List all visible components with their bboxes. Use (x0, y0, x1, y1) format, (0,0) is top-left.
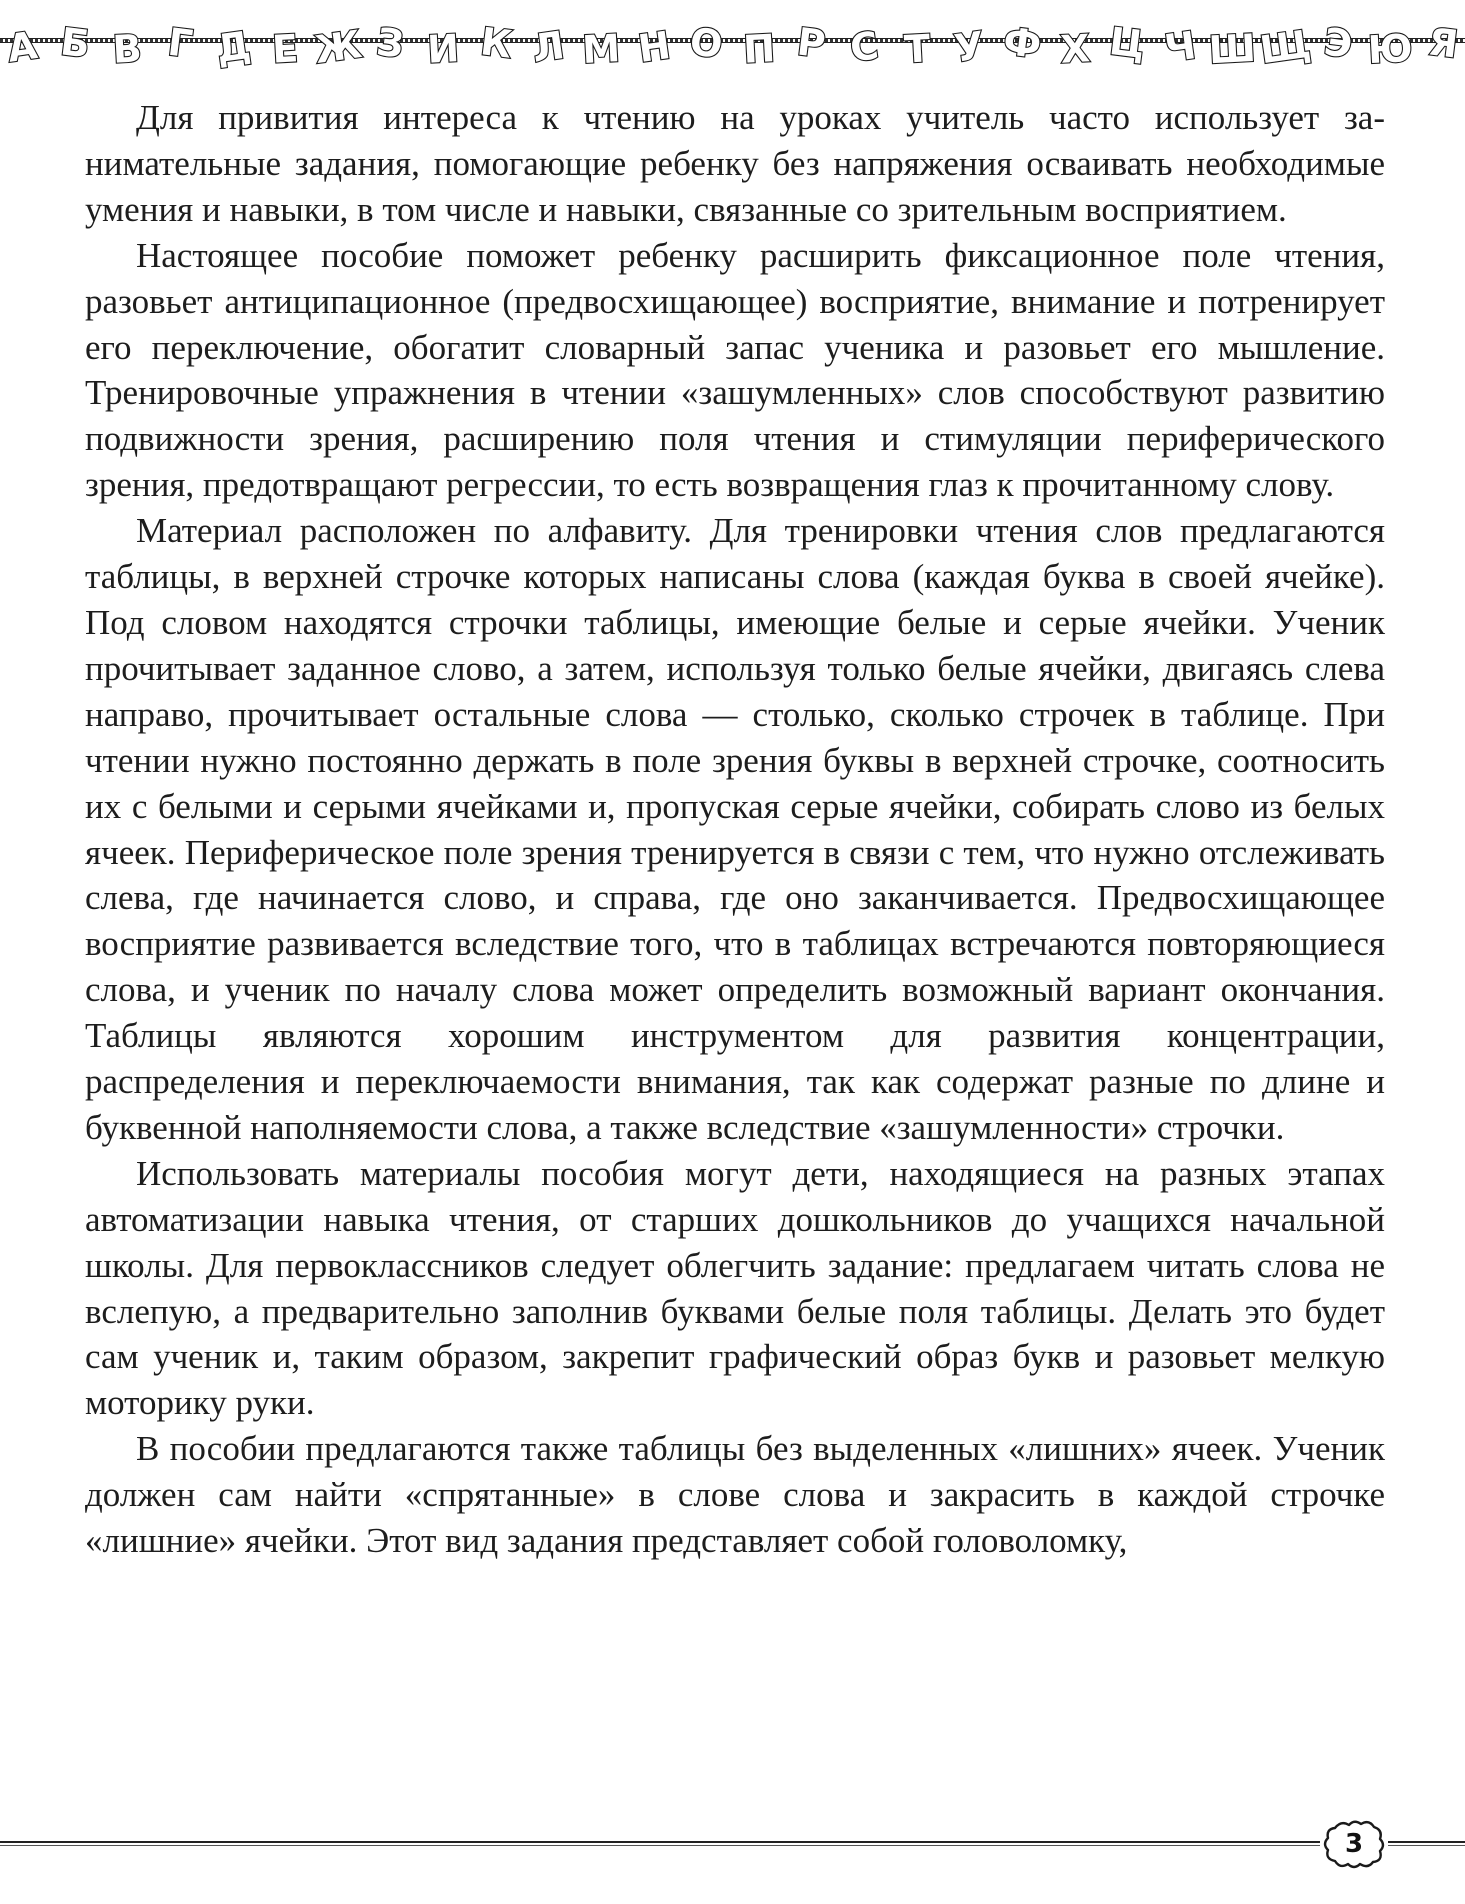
banner-letter: М (581, 26, 622, 72)
body-paragraph: Материал расположен по алфавиту. Для тренировки чтения слов предлагаются таблицы, в верхней строчке которых написаны слова (каждая буква в своей ячейке). Под словом находятся строчки таблицы, имеющие белые и серые ячейки. Ученик прочитывает заданное слово, а затем, используя только белые ячейки, двигаясь слева направо, прочитывает остальные слова — столько, сколько строчек в таблице. При чтении нужно постоянно держать в поле зрения буквы в верхней строчке, соотносить их с белыми и серыми ячейками и, пропуская серые ячейки, собирать слово из белых ячеек. Периферическое поле зрения тренируется в связи с тем, что нужно отслеживать слева, где начинается слово, и справа, где оно заканчивается. Предвосхищающее восприятие развивается вследствие того, что в таблицах встречаются повторяющиеся слова, и ученик по началу слова может определить возможный вариант окончания. Таблицы являются хорошим инструментом для развития концентрации, распределения и переключаемости внимания, так как содержат разные по длине и буквенной наполняемости слова, а также вследствие «зашумленности» строчки. (85, 511, 1385, 1147)
banner-letter: Е (271, 26, 300, 72)
banner-letter: Б (57, 19, 92, 67)
banner-letter: Т (902, 26, 931, 72)
body-paragraph: Для привития интереса к чтению на уроках учитель часто использует занимательные задания, помогающие ребенку без напряжения осваивать необходимые умения и навыки, в том числе и навыки, связанные со зрительным восприятием. (85, 98, 1385, 229)
banner-letter: Д (212, 22, 253, 72)
banner-letter: Ч (1161, 23, 1199, 71)
banner-letter: Щ (1257, 21, 1314, 73)
banner-letter: Ф (1000, 18, 1044, 68)
banner-letter: А (4, 23, 40, 71)
page-body (85, 95, 1385, 1564)
page-number-badge (1321, 1818, 1387, 1870)
page-number: 3 (1344, 1829, 1364, 1859)
banner-letter: П (741, 26, 776, 72)
banner-letter: Ю (1367, 25, 1414, 73)
banner-letter: Л (529, 22, 568, 71)
banner-letter: Ц (1107, 19, 1148, 67)
body-paragraph: Использовать материалы пособия могут дети, находящиеся на разных этапах автоматизации навыка чтения, от старших дошкольников до учащихся начальной школы. Для первоклассников следует облегчить задание: предлагаем читать слова не вслепую, а предварительно заполнив буквами белые поля таблицы. Делать это будет сам ученик и, таким образом, закрепит графический образ букв и разовьет мелкую моторику руки. (85, 1153, 1385, 1423)
banner-letter: У (951, 23, 988, 71)
body-paragraph: Настоящее пособие поможет ребенку расширить фиксационное поле чтения, разовьет антиципационное (предвосхищающее) восприятие, внимание и потренирует его переключение, обогатит словарный запас ученика и разовьет его мышление. Тренировочные упражнения в чтении «зашумленных» слов способствуют развитию подвижности зрения, расширению поля чтения и стимуляции периферического зрения, предотвращают регрессии, то есть возвращения глаз к прочитанному слову. (85, 235, 1385, 505)
banner-letter: Я (1425, 19, 1461, 67)
banner-letters (0, 14, 1465, 76)
banner-letter: З (374, 19, 407, 67)
banner-letter: И (426, 26, 461, 72)
banner-letter: К (477, 19, 514, 67)
banner-letter: Р (795, 19, 829, 67)
banner-letter: Г (165, 19, 195, 67)
page-footer (0, 1818, 1465, 1868)
body-paragraph: В пособии предлагаются также таблицы без выделенных «лишних» ячеек. Ученик должен сам найти «спрятанные» в слове слова и закрасить в каждой строчке «лишние» ячейки. Этот вид задания представляет собой головоломку, (85, 1429, 1385, 1561)
banner-letter: Х (1058, 26, 1091, 72)
alphabet-banner (0, 14, 1465, 76)
banner-letter: Ш (1207, 25, 1258, 73)
banner-letter: Ж (311, 21, 365, 73)
banner-letter: Н (634, 22, 673, 71)
footer-rule (1388, 1841, 1465, 1846)
banner-letter: В (111, 26, 144, 72)
banner-letter: Э (1321, 19, 1355, 67)
banner-letter: С (847, 23, 882, 71)
banner-letter: О (687, 19, 726, 67)
footer-rule (0, 1841, 1320, 1846)
